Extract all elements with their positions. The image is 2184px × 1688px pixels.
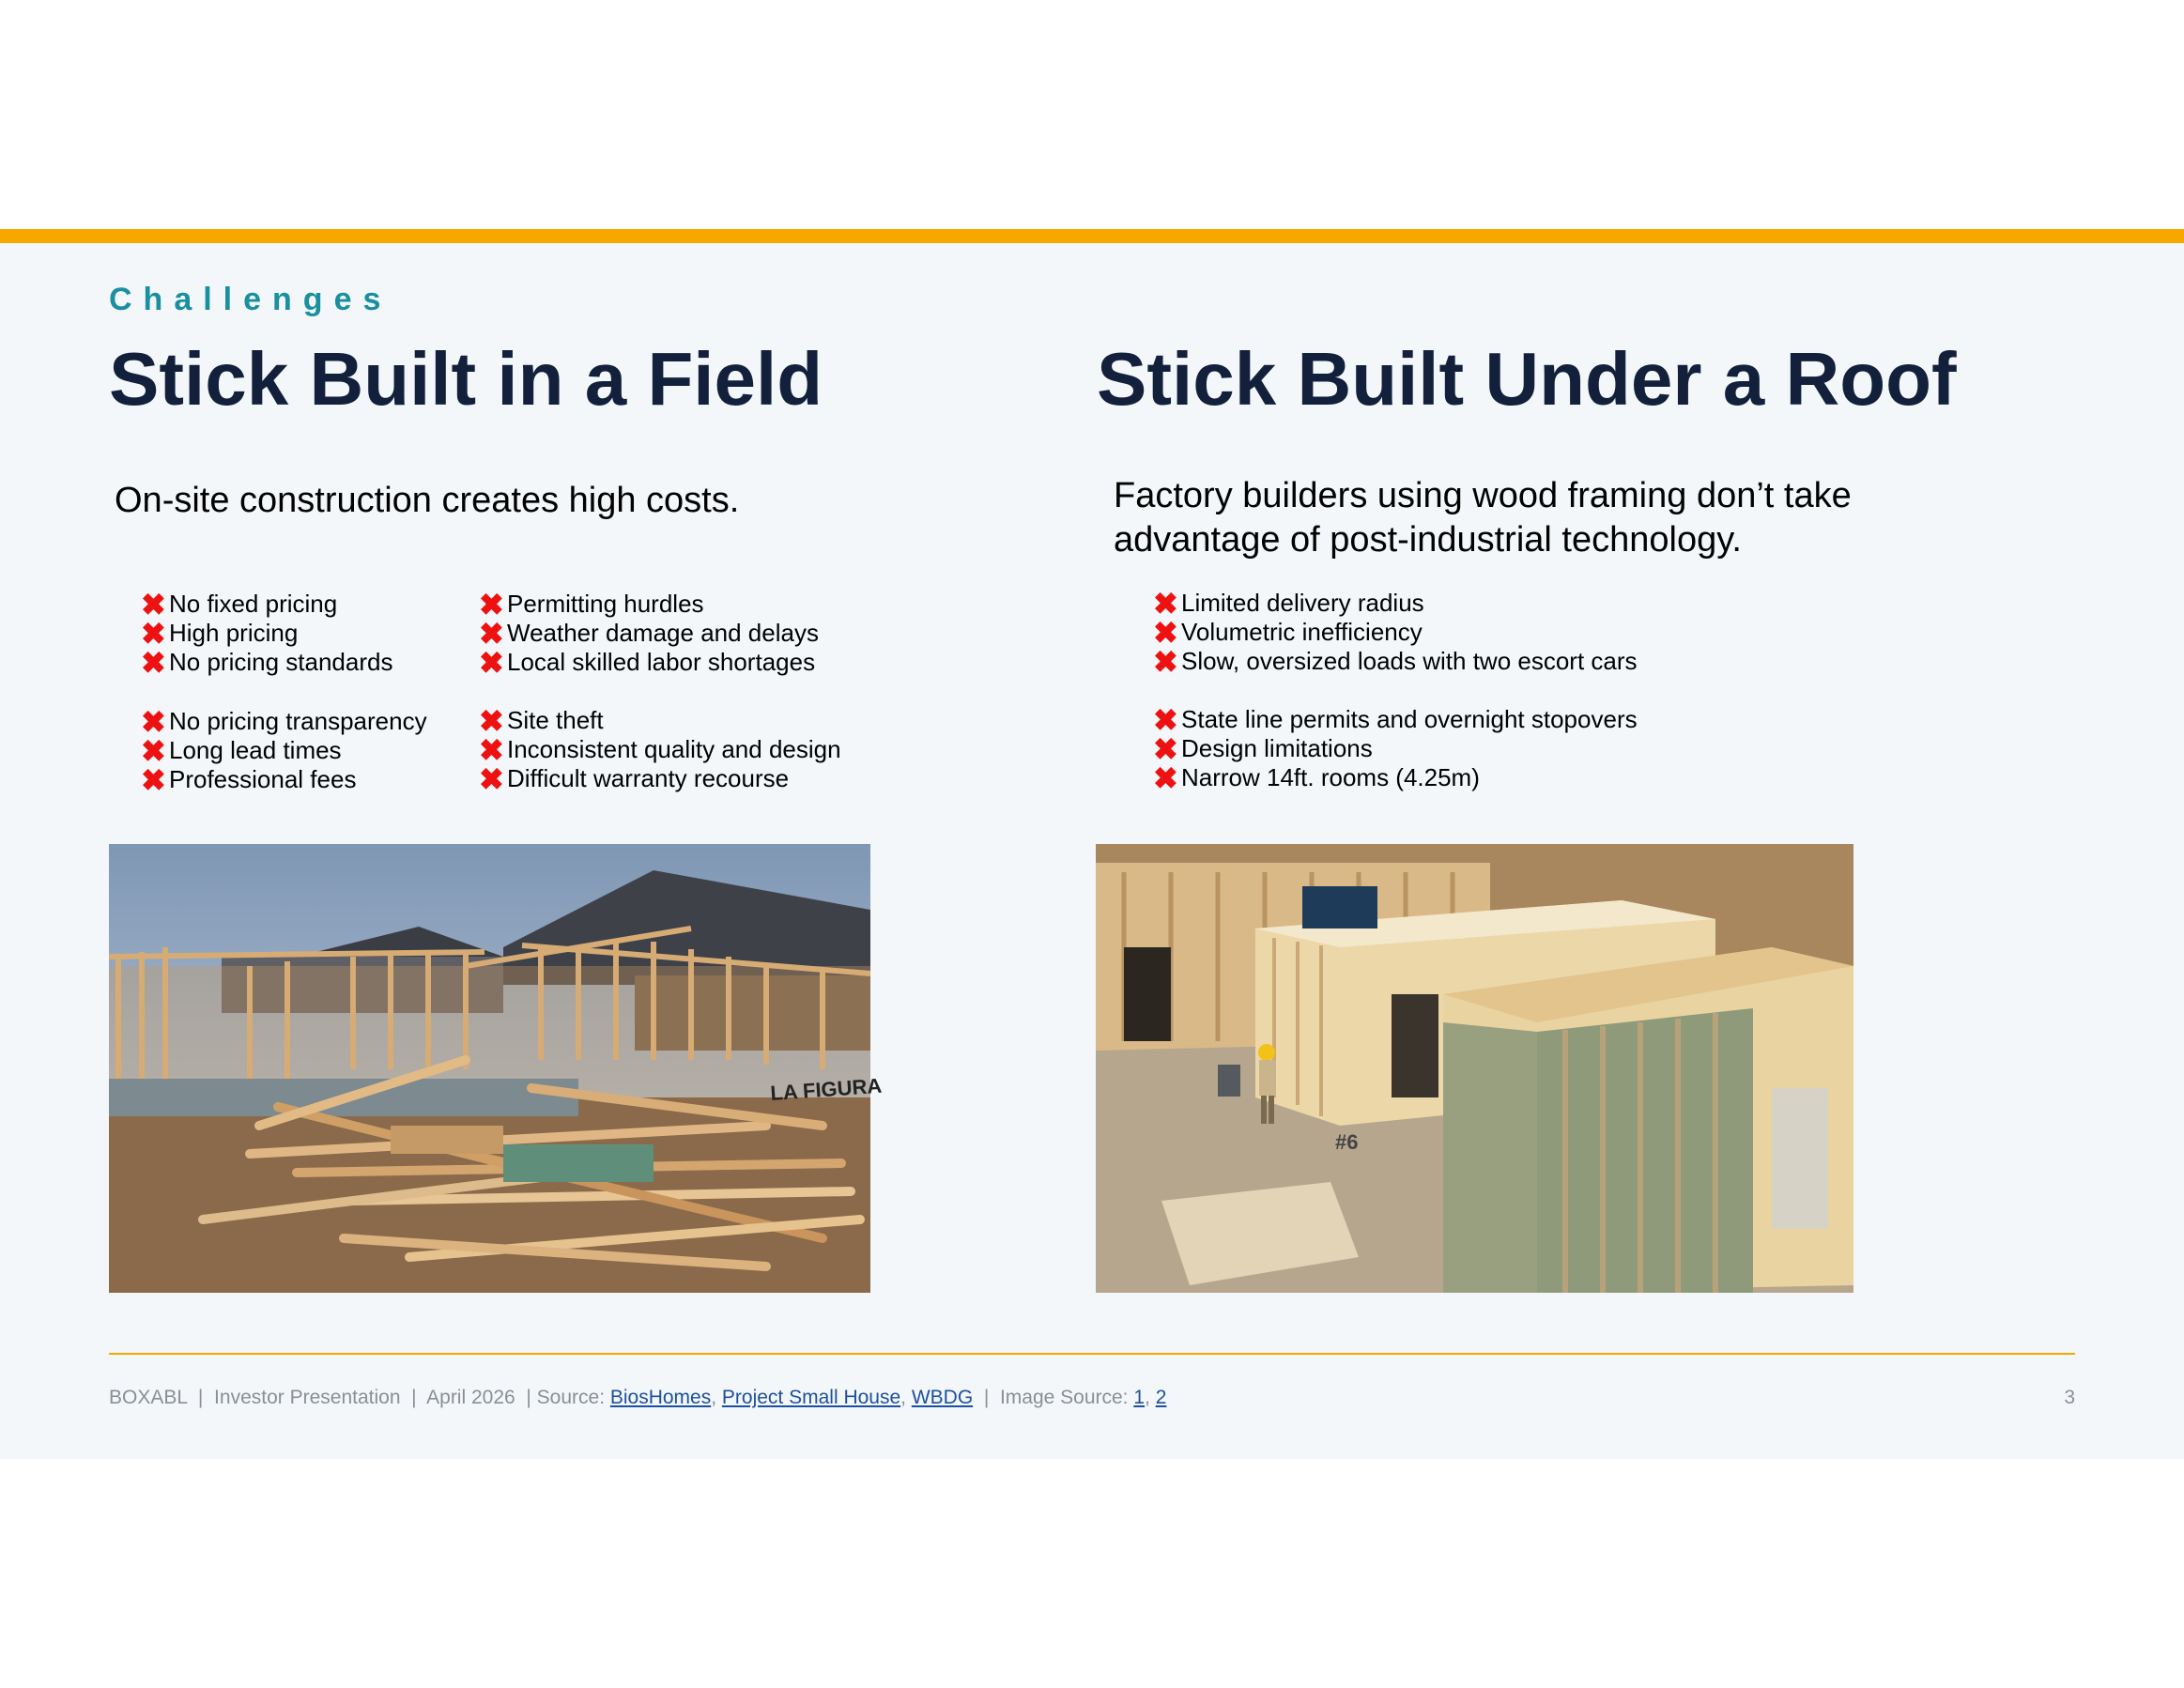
factory-construction-photo xyxy=(1096,844,1853,1293)
left-list-2b xyxy=(479,703,841,796)
list-item: ✖ Permitting hurdles xyxy=(479,587,704,621)
left-list-1b xyxy=(141,704,427,797)
red-x-icon: ✖ xyxy=(479,587,504,621)
list-item: ✖ Volumetric inefficiency xyxy=(1153,615,1423,650)
red-x-icon: ✖ xyxy=(1153,731,1178,766)
list-item: ✖ Local skilled labor shortages xyxy=(479,645,816,680)
field-construction-illustration xyxy=(109,844,884,1293)
red-x-icon: ✖ xyxy=(479,761,504,796)
list-item: ✖ Difficult warranty recourse xyxy=(479,761,790,796)
red-x-icon: ✖ xyxy=(479,732,504,767)
red-x-icon: ✖ xyxy=(479,703,504,738)
image-source-link-2[interactable]: 2 xyxy=(1155,1387,1167,1408)
list-item: ✖ Professional fees xyxy=(141,762,357,797)
red-x-icon: ✖ xyxy=(141,587,166,621)
photo-graffiti-text: LA FIGURA xyxy=(769,1073,884,1105)
red-x-icon: ✖ xyxy=(141,733,166,768)
list-item: ✖ Weather damage and delays xyxy=(479,616,819,651)
right-list-a xyxy=(1153,586,1638,679)
list-item: ✖ Narrow 14ft. rooms (4.25m) xyxy=(1153,760,1480,795)
red-x-icon: ✖ xyxy=(141,616,166,651)
right-list-b xyxy=(1153,702,1638,795)
list-item: ✖ Limited delivery radius xyxy=(1153,586,1424,621)
left-list-2a xyxy=(479,587,819,680)
red-x-icon: ✖ xyxy=(479,616,504,651)
red-x-icon: ✖ xyxy=(479,645,504,680)
list-item: ✖ Site theft xyxy=(479,703,604,738)
list-item: ✖ No pricing transparency xyxy=(141,704,427,739)
red-x-icon: ✖ xyxy=(141,762,166,797)
red-x-icon: ✖ xyxy=(141,704,166,739)
left-title: Stick Built in a Field xyxy=(109,337,823,421)
list-item: ✖ No pricing standards xyxy=(141,645,393,680)
right-title: Stick Built Under a Roof xyxy=(1097,337,1957,421)
source-link-bioshomes[interactable]: BiosHomes xyxy=(609,1387,712,1408)
red-x-icon: ✖ xyxy=(1153,644,1178,679)
list-item: ✖ Inconsistent quality and design xyxy=(479,732,841,767)
list-item: ✖ No fixed pricing xyxy=(141,587,338,621)
red-x-icon: ✖ xyxy=(1153,586,1178,621)
list-item: ✖ Design limitations xyxy=(1153,731,1373,766)
list-item: ✖ High pricing xyxy=(141,616,299,651)
red-x-icon: ✖ xyxy=(1153,615,1178,650)
left-list-1a xyxy=(141,587,393,680)
page-number: 3 xyxy=(2064,1387,2075,1408)
left-subtitle: On-site construction creates high costs. xyxy=(115,481,740,520)
red-x-icon: ✖ xyxy=(141,645,166,680)
image-source-link-1[interactable]: 1 xyxy=(1133,1387,1146,1408)
list-item: ✖ State line permits and overnight stopovers xyxy=(1153,702,1638,737)
module-number-text: #6 xyxy=(1335,1130,1359,1154)
right-subtitle: Factory builders using wood framing don’t take advantage of post-industrial technology. xyxy=(1114,476,1852,560)
section-kicker: Challenges xyxy=(109,282,392,317)
source-link-project-small-house[interactable]: Project Small House xyxy=(721,1387,901,1408)
red-x-icon: ✖ xyxy=(1153,760,1178,795)
footer: BOXABL | Investor Presentation | April 2026 | Source: BiosHomes, Project Small House, WBDG | Image Source: 1, 2 xyxy=(109,1387,1167,1408)
source-link-wbdg[interactable]: WBDG xyxy=(911,1387,974,1408)
red-x-icon: ✖ xyxy=(1153,702,1178,737)
footer-divider xyxy=(109,1353,2075,1355)
list-item: ✖ Slow, oversized loads with two escort cars xyxy=(1153,644,1638,679)
top-accent-bar xyxy=(0,229,2184,243)
list-item: ✖ Long lead times xyxy=(141,733,342,768)
field-construction-photo xyxy=(109,844,884,1293)
footer-prefix: BOXABL | Investor Presentation | April 2026 | Source: xyxy=(109,1387,610,1408)
factory-construction-illustration xyxy=(1096,844,1853,1293)
